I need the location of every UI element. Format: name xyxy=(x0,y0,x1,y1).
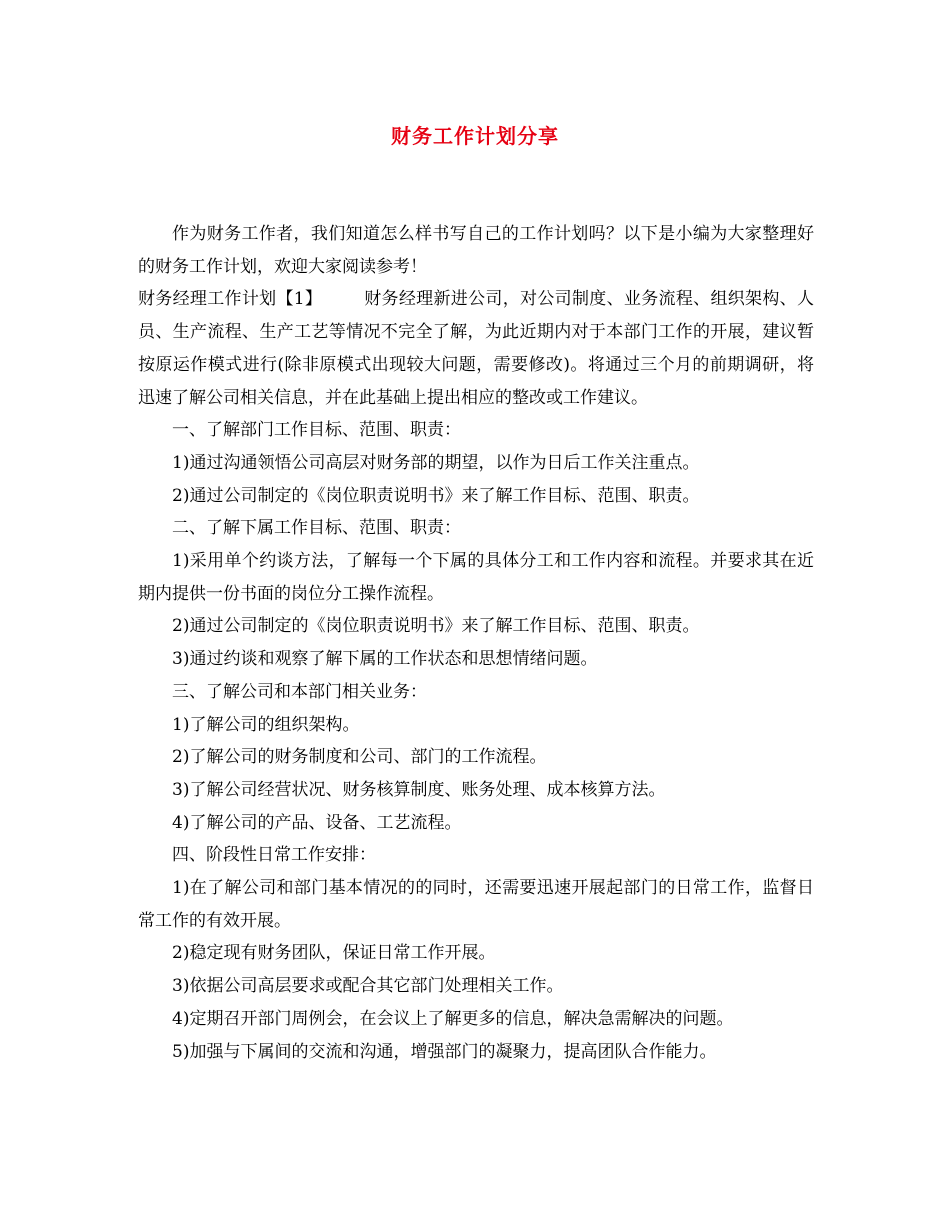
paragraph-line: 1)在了解公司和部门基本情况的的同时，还需要迅速开展起部门的日常工作，监督日常工作的有效开展。 xyxy=(138,878,814,931)
section-intro-paragraph xyxy=(138,283,814,414)
paragraph-line: 二、了解下属工作目标、范围、职责： xyxy=(172,518,461,539)
paragraph-line: 2)稳定现有财务团队，保证日常工作开展。 xyxy=(172,943,496,964)
paragraph-line: 3)了解公司经营状况、财务核算制度、账务处理、成本核算方法。 xyxy=(172,779,666,800)
paragraph-line: 一、了解部门工作目标、范围、职责： xyxy=(172,420,461,441)
paragraph-line: 三、了解公司和本部门相关业务： xyxy=(172,681,427,702)
paragraph-line: 3)依据公司高层要求或配合其它部门处理相关工作。 xyxy=(172,976,564,997)
paragraph-line: 3)通过约谈和观察了解下属的工作状态和思想情绪问题。 xyxy=(172,649,598,670)
section-intro-text: 财务经理新进公司，对公司制度、业务流程、组织架构、人员、生产流程、生产工艺等情况不完全了解，为此近期内对于本部门工作的开展，建议暂按原运作模式进行(除非原模式出现较大问题，需要修改)。将通过三个月的前期调研，将迅速了解公司相关信息，并在此基础上提出相应的整改或工作建议。 xyxy=(138,289,814,408)
document-body xyxy=(138,218,814,1068)
document-title: 财务工作计划分享 xyxy=(391,124,559,148)
paragraph-line: 2)通过公司制定的《岗位职责说明书》来了解工作目标、范围、职责。 xyxy=(172,616,700,637)
intro-paragraph: 作为财务工作者，我们知道怎么样书写自己的工作计划吗？以下是小编为大家整理好的财务工作计划，欢迎大家阅读参考！ xyxy=(138,224,814,277)
section-heading: 财务经理工作计划【1】 xyxy=(138,289,323,310)
paragraph-line: 5)加强与下属间的交流和沟通，增强部门的凝聚力，提高团队合作能力。 xyxy=(172,1041,717,1062)
paragraph-line: 1)采用单个约谈方法，了解每一个下属的具体分工和工作内容和流程。并要求其在近期内提供一份书面的岗位分工操作流程。 xyxy=(138,551,814,604)
paragraph-line: 2)了解公司的财务制度和公司、部门的工作流程。 xyxy=(172,747,547,768)
paragraph-line: 1)了解公司的组织架构。 xyxy=(172,714,360,735)
paragraph-line: 四、阶段性日常工作安排： xyxy=(172,845,376,866)
paragraph-line: 1)通过沟通领悟公司高层对财务部的期望，以作为日后工作关注重点。 xyxy=(172,452,700,473)
paragraph-line: 4)定期召开部门周例会，在会议上了解更多的信息，解决急需解决的问题。 xyxy=(172,1008,734,1029)
paragraph-line: 2)通过公司制定的《岗位职责说明书》来了解工作目标、范围、职责。 xyxy=(172,485,700,506)
paragraph-line: 4)了解公司的产品、设备、工艺流程。 xyxy=(172,812,462,833)
